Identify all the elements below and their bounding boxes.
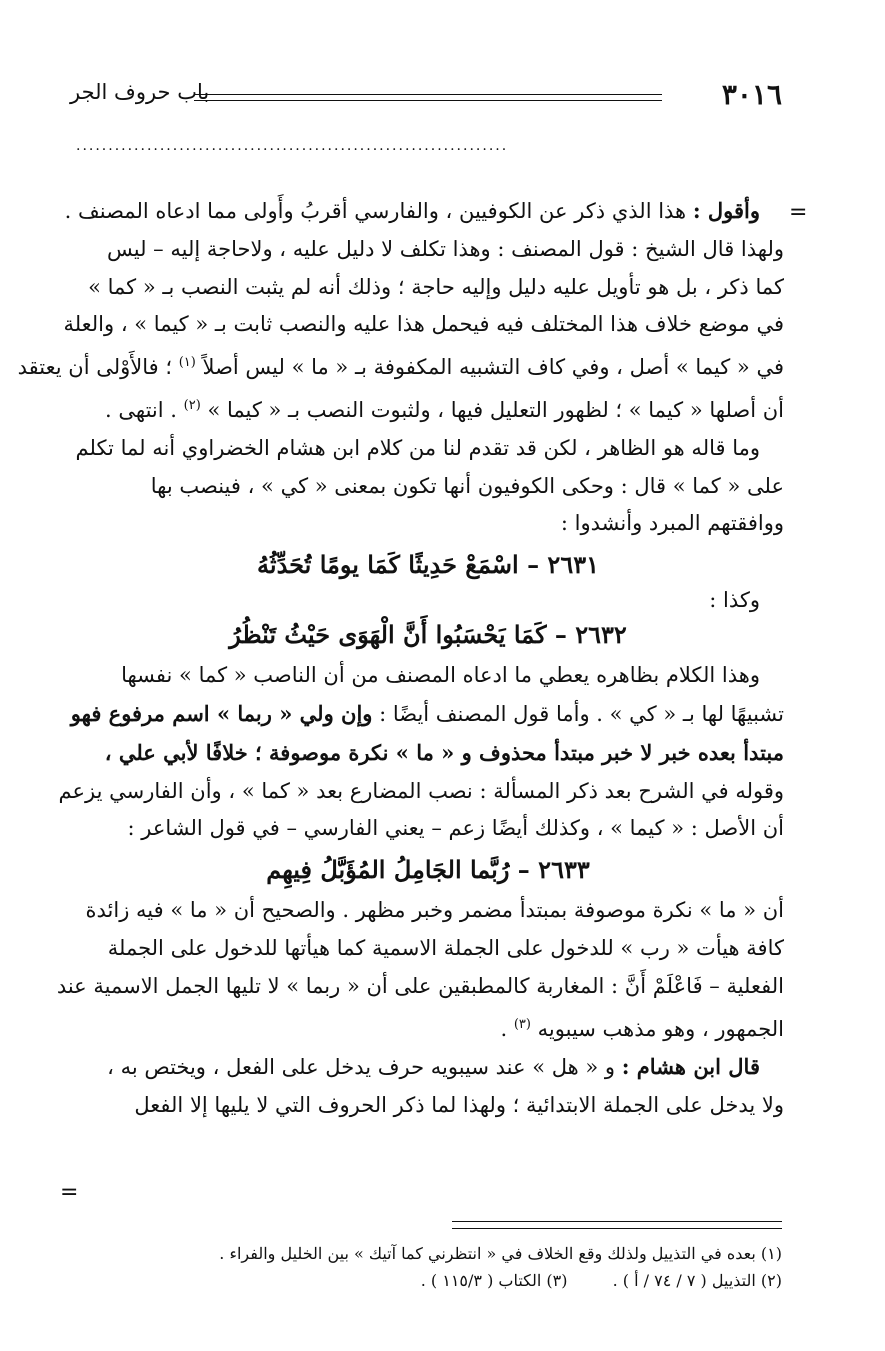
text-line bbox=[72, 892, 784, 930]
text-line bbox=[72, 930, 784, 968]
text-line bbox=[72, 734, 784, 773]
text-block bbox=[56, 892, 784, 1125]
text-line bbox=[72, 810, 784, 848]
text-segment: في « كيما » أصل ، وفي كاف التشبيه المكفوفة بـ « ما » ليس أصلاً bbox=[195, 355, 784, 380]
text-line bbox=[72, 695, 784, 734]
text-segment: ووافقتهم المبرد وأنشدوا : bbox=[560, 511, 784, 536]
text-segment: وإن ولي « ربما » اسم مرفوع فهو bbox=[70, 700, 373, 726]
text-segment: في موضع خلاف هذا المختلف فيه فيحمل هذا عليه والنصب ثابت بـ « كيما » ، والعلة bbox=[63, 312, 784, 337]
verse-line: ٢٦٣٢ – كَمَا يَحْسَبُوا أَنَّ الْهَوَى حَيْثُ تَنْظُرُ bbox=[229, 620, 627, 650]
text-line bbox=[72, 657, 784, 695]
footnote-ref: (٢) bbox=[183, 397, 201, 413]
footnote-ref: (١) bbox=[178, 355, 196, 371]
text-segment: الفعلية – فَاعْلَمْ أَنَّ : المغاربة كالمطبقين على أن « ربما » لا تليها الجمل الاسمية عند bbox=[56, 973, 784, 998]
text-segment: ولا يدخل على الجملة الابتدائية ؛ ولهذا لما ذكر الحروف التي لا يليها إلا الفعل bbox=[134, 1093, 784, 1118]
paragraph bbox=[56, 892, 784, 1048]
text-segment: كافة هيأت « رب » للدخول على الجملة الاسمية كما هيأتها للدخول على الجملة bbox=[107, 935, 784, 960]
text-segment: على « كما » قال : وحكى الكوفيون أنها تكون بمعنى « كي » ، فينصب بها bbox=[150, 473, 784, 498]
text-line bbox=[72, 468, 784, 506]
text-line bbox=[72, 269, 784, 307]
text-segment: . انتهى . bbox=[105, 397, 184, 422]
text-segment: ولهذا قال الشيخ : قول المصنف : وهذا تكلف لا دليل عليه ، ولاحاجة إليه – ليس bbox=[107, 236, 784, 261]
header-rule bbox=[194, 100, 662, 101]
page-header bbox=[70, 76, 782, 116]
text-line bbox=[72, 1006, 784, 1049]
footnote-2: (٢) التذييل ( ٧ / ٧٤ / أ ) . bbox=[612, 1271, 782, 1290]
text-block bbox=[58, 657, 784, 848]
paragraph bbox=[17, 192, 784, 430]
text-segment: أن أصلها « كيما » ؛ لظهور التعليل فيها ، ولثبوت النصب بـ « كيما » bbox=[200, 397, 784, 422]
verse-line: ٢٦٣٣ – رُبَّما الجَامِلُ المُؤَبَّلُ فِيهِم bbox=[266, 855, 590, 885]
text-segment: وما قاله هو الظاهر ، لكن قد تقدم لنا من كلام ابن هشام الخضراوي أنه لما تكلم bbox=[75, 435, 760, 460]
text-line bbox=[72, 231, 784, 269]
text-line bbox=[64, 192, 784, 231]
text-segment: . bbox=[500, 1016, 514, 1041]
footnotes bbox=[70, 1240, 782, 1294]
footnote-ref: (٣) bbox=[513, 1016, 531, 1032]
text-line bbox=[72, 1087, 784, 1125]
main-text bbox=[17, 192, 784, 1125]
text-segment: ؛ فالأَوْلى أن يعتقد bbox=[17, 355, 179, 380]
text-segment: قال ابن هشام : bbox=[621, 1054, 760, 1080]
chapter-title: باب حروف الجر bbox=[70, 80, 210, 104]
text-segment: وأقول : bbox=[692, 198, 760, 223]
text-block bbox=[17, 192, 784, 543]
text-segment: أن الأصل : « كيما » ، وكذلك أيضًا زعم – يعني الفارسي – في قول الشاعر : bbox=[127, 816, 784, 841]
text-line bbox=[72, 430, 784, 468]
dotted-separator: ................................................................... bbox=[76, 139, 509, 153]
text-segment: و « هل » عند سيبويه حرف يدخل على الفعل ، ويختص به ، bbox=[107, 1055, 622, 1080]
text-line bbox=[56, 968, 784, 1006]
text-line bbox=[63, 306, 784, 344]
text-segment: مبتدأ بعده خبر لا خبر مبتدأ محذوف و « ما » نكرة موصوفة ؛ خلافًا لأبي علي ، bbox=[104, 739, 784, 765]
page-number: ٣٠١٦ bbox=[721, 78, 782, 111]
text-segment: وهذا الكلام بظاهره يعطي ما ادعاه المصنف من أن الناصب « كما » نفسها bbox=[121, 663, 760, 688]
paragraph bbox=[72, 430, 784, 543]
text-line bbox=[58, 773, 784, 811]
text-line: وكذا : bbox=[709, 588, 760, 613]
text-line bbox=[17, 344, 784, 387]
footnote-1: (١) بعده في التذييل ولذلك وقع الخلاف في « انتظرني كما آتيك » بين الخليل والفراء . bbox=[219, 1244, 782, 1263]
footnote-row bbox=[70, 1267, 782, 1294]
paragraph bbox=[72, 1048, 784, 1125]
verse-line: ٢٦٣١ – اسْمَعْ حَدِيثًا كَمَا يومًا تُحَدِّثُهُ bbox=[257, 550, 599, 580]
continuation-mark-top: = bbox=[789, 200, 808, 225]
text-segment: الجمهور ، وهو مذهب سيبويه bbox=[530, 1016, 784, 1041]
text-segment: كما ذكر ، بل هو تأويل عليه دليل وإليه حاجة ؛ وذلك أنه لم يثبت النصب بـ « كما » bbox=[88, 274, 784, 299]
header-rule bbox=[194, 94, 662, 95]
footnote-rule bbox=[452, 1228, 782, 1229]
text-segment: أن « ما » نكرة موصوفة بمبتدأ مضمر وخبر مظهر . والصحيح أن « ما » فيه زائدة bbox=[85, 898, 784, 923]
footnote-rule bbox=[452, 1221, 782, 1222]
text-line bbox=[72, 387, 784, 430]
footnote-3: (٣) الكتاب ( ١١٥/٣ ) . bbox=[420, 1271, 568, 1290]
text-segment: تشبيهًا لها بـ « كي » . وأما قول المصنف أيضًا : bbox=[372, 701, 784, 726]
paragraph bbox=[58, 657, 784, 848]
text-line bbox=[72, 505, 784, 543]
text-segment: وقوله في الشرح بعد ذكر المسألة : نصب المضارع بعد « كما » ، وأن الفارسي يزعم bbox=[58, 778, 784, 803]
text-line bbox=[72, 1048, 784, 1087]
continuation-mark-bottom: = bbox=[60, 1180, 79, 1205]
text-segment: هذا الذي ذكر عن الكوفيين ، والفارسي أقربُ وأَولى مما ادعاه المصنف . bbox=[64, 199, 693, 223]
